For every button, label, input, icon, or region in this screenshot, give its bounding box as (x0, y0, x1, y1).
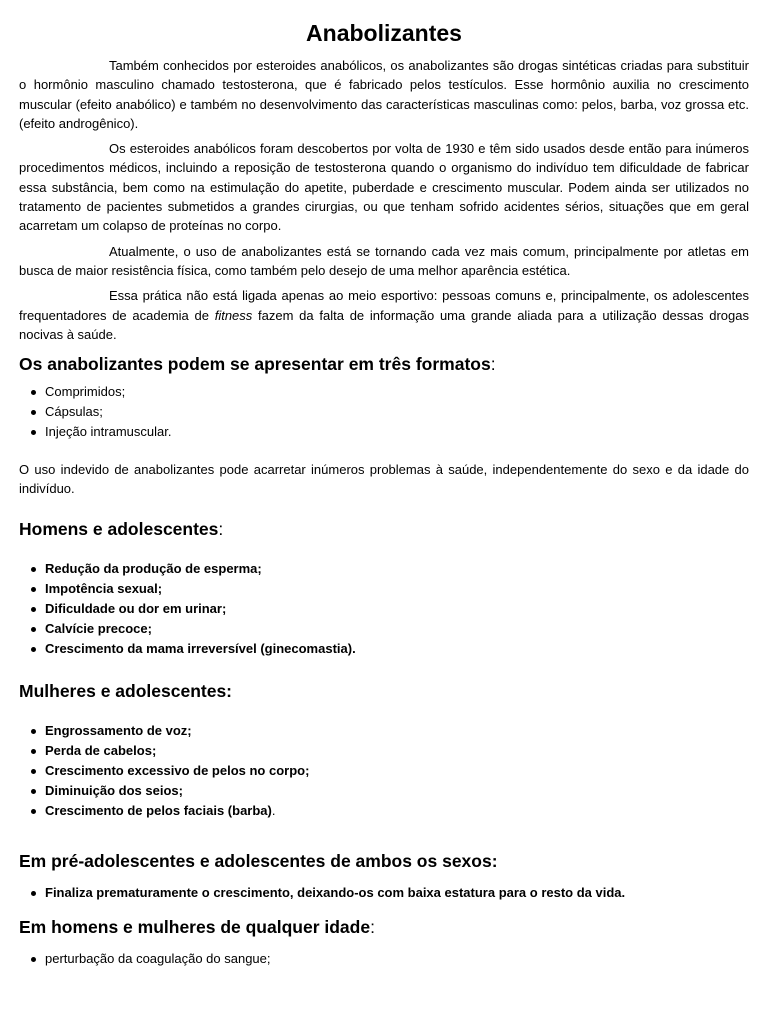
list-item: Calvície precoce; (45, 619, 749, 639)
list-item: Injeção intramuscular. (45, 422, 749, 442)
paragraph-4-text-after: fazem da falta de informação uma grande aliada para a utilização dessas drogas nocivas à saúde. (19, 307, 749, 342)
men-effects-list (19, 559, 749, 659)
list-item: Comprimidos; (45, 382, 749, 402)
all-ages-heading-text: Em homens e mulheres de qualquer idade (19, 916, 371, 937)
list-item: Crescimento de pelos faciais (barba). (45, 801, 749, 821)
list-item: Finaliza prematuramente o crescimento, deixando-os com baixa estatura para o resto da vida. (45, 883, 749, 903)
preteens-heading: Em pré-adolescentes e adolescentes de ambos os sexos: (19, 850, 498, 871)
women-heading: Mulheres e adolescentes: (19, 680, 232, 701)
preteens-effects-list (19, 883, 749, 903)
list-item: Redução da produção de esperma; (45, 559, 749, 579)
list-item: Cápsulas; (45, 402, 749, 422)
formats-list (19, 382, 749, 442)
all-ages-heading-colon: : (370, 916, 375, 937)
men-heading-colon: : (218, 518, 224, 539)
intro-paragraph-3: Atualmente, o uso de anabolizantes está se tornando cada vez mais comum, principalmente por atletas em busca de maior resistência física, como também pelo desejo de uma melhor aparência estética. (19, 243, 749, 278)
all-ages-heading (19, 915, 749, 939)
women-effects-list (19, 721, 749, 821)
intro-paragraph-2: Os esteroides anabólicos foram descobertos por volta de 1930 e têm sido usados desde então para inúmeros procedimentos médicos, incluindo a reposição de testosterona quando o organismo do indivíduo tem dificuldade de fabricar essa substância, bem como na estimulação do apetite, puberdade e crescimento muscular. Podem ainda ser utilizados no tratamento de pacientes submetidos a grandes cirurgias, ou que tenham sofrido acidentes sérios, situações que em geral acarretam um colapso de proteínas no corpo. (19, 141, 749, 234)
fitness-emphasis: fitness (214, 307, 253, 323)
list-item: Engrossamento de voz; (45, 721, 749, 741)
intro-paragraph-1: Também conhecidos por esteroides anabólicos, os anabolizantes são drogas sintéticas criadas para substituir o hormônio masculino chamado testosterona, que é fabricado pelos testículos. Esse hormônio auxilia no crescimento muscular (efeito anabólico) e também no desenvolvimento das características masculinas como: pelos, barba, voz grossa etc. (efeito androgênico). (19, 58, 749, 131)
list-item: Crescimento da mama irreversível (ginecomastia). (45, 639, 749, 659)
misuse-note: O uso indevido de anabolizantes pode acarretar inúmeros problemas à saúde, independentemente do sexo e da idade do indivíduo. (19, 462, 749, 497)
list-item: Crescimento excessivo de pelos no corpo; (45, 761, 749, 781)
all-ages-effects-list (19, 949, 749, 969)
men-heading (19, 517, 749, 541)
intro-paragraph-4 (19, 286, 749, 344)
list-item: Dificuldade ou dor em urinar; (45, 599, 749, 619)
list-item: Perda de cabelos; (45, 741, 749, 761)
formats-heading-colon: : (490, 354, 496, 375)
list-item: Diminuição dos seios; (45, 781, 749, 801)
list-item: Impotência sexual; (45, 579, 749, 599)
formats-heading-text: Os anabolizantes podem se apresentar em três formatos (19, 354, 491, 375)
formats-heading (19, 352, 749, 376)
page-title: Anabolizantes (306, 20, 462, 46)
last-item-period: . (271, 802, 276, 818)
list-item: perturbação da coagulação do sangue; (45, 949, 749, 969)
men-heading-text: Homens e adolescentes (19, 518, 219, 539)
paragraph-4-text-before: Essa prática não está ligada apenas ao meio esportivo: pessoas comuns e, principalmente, os adolescentes frequentadores de academia de (19, 288, 749, 323)
